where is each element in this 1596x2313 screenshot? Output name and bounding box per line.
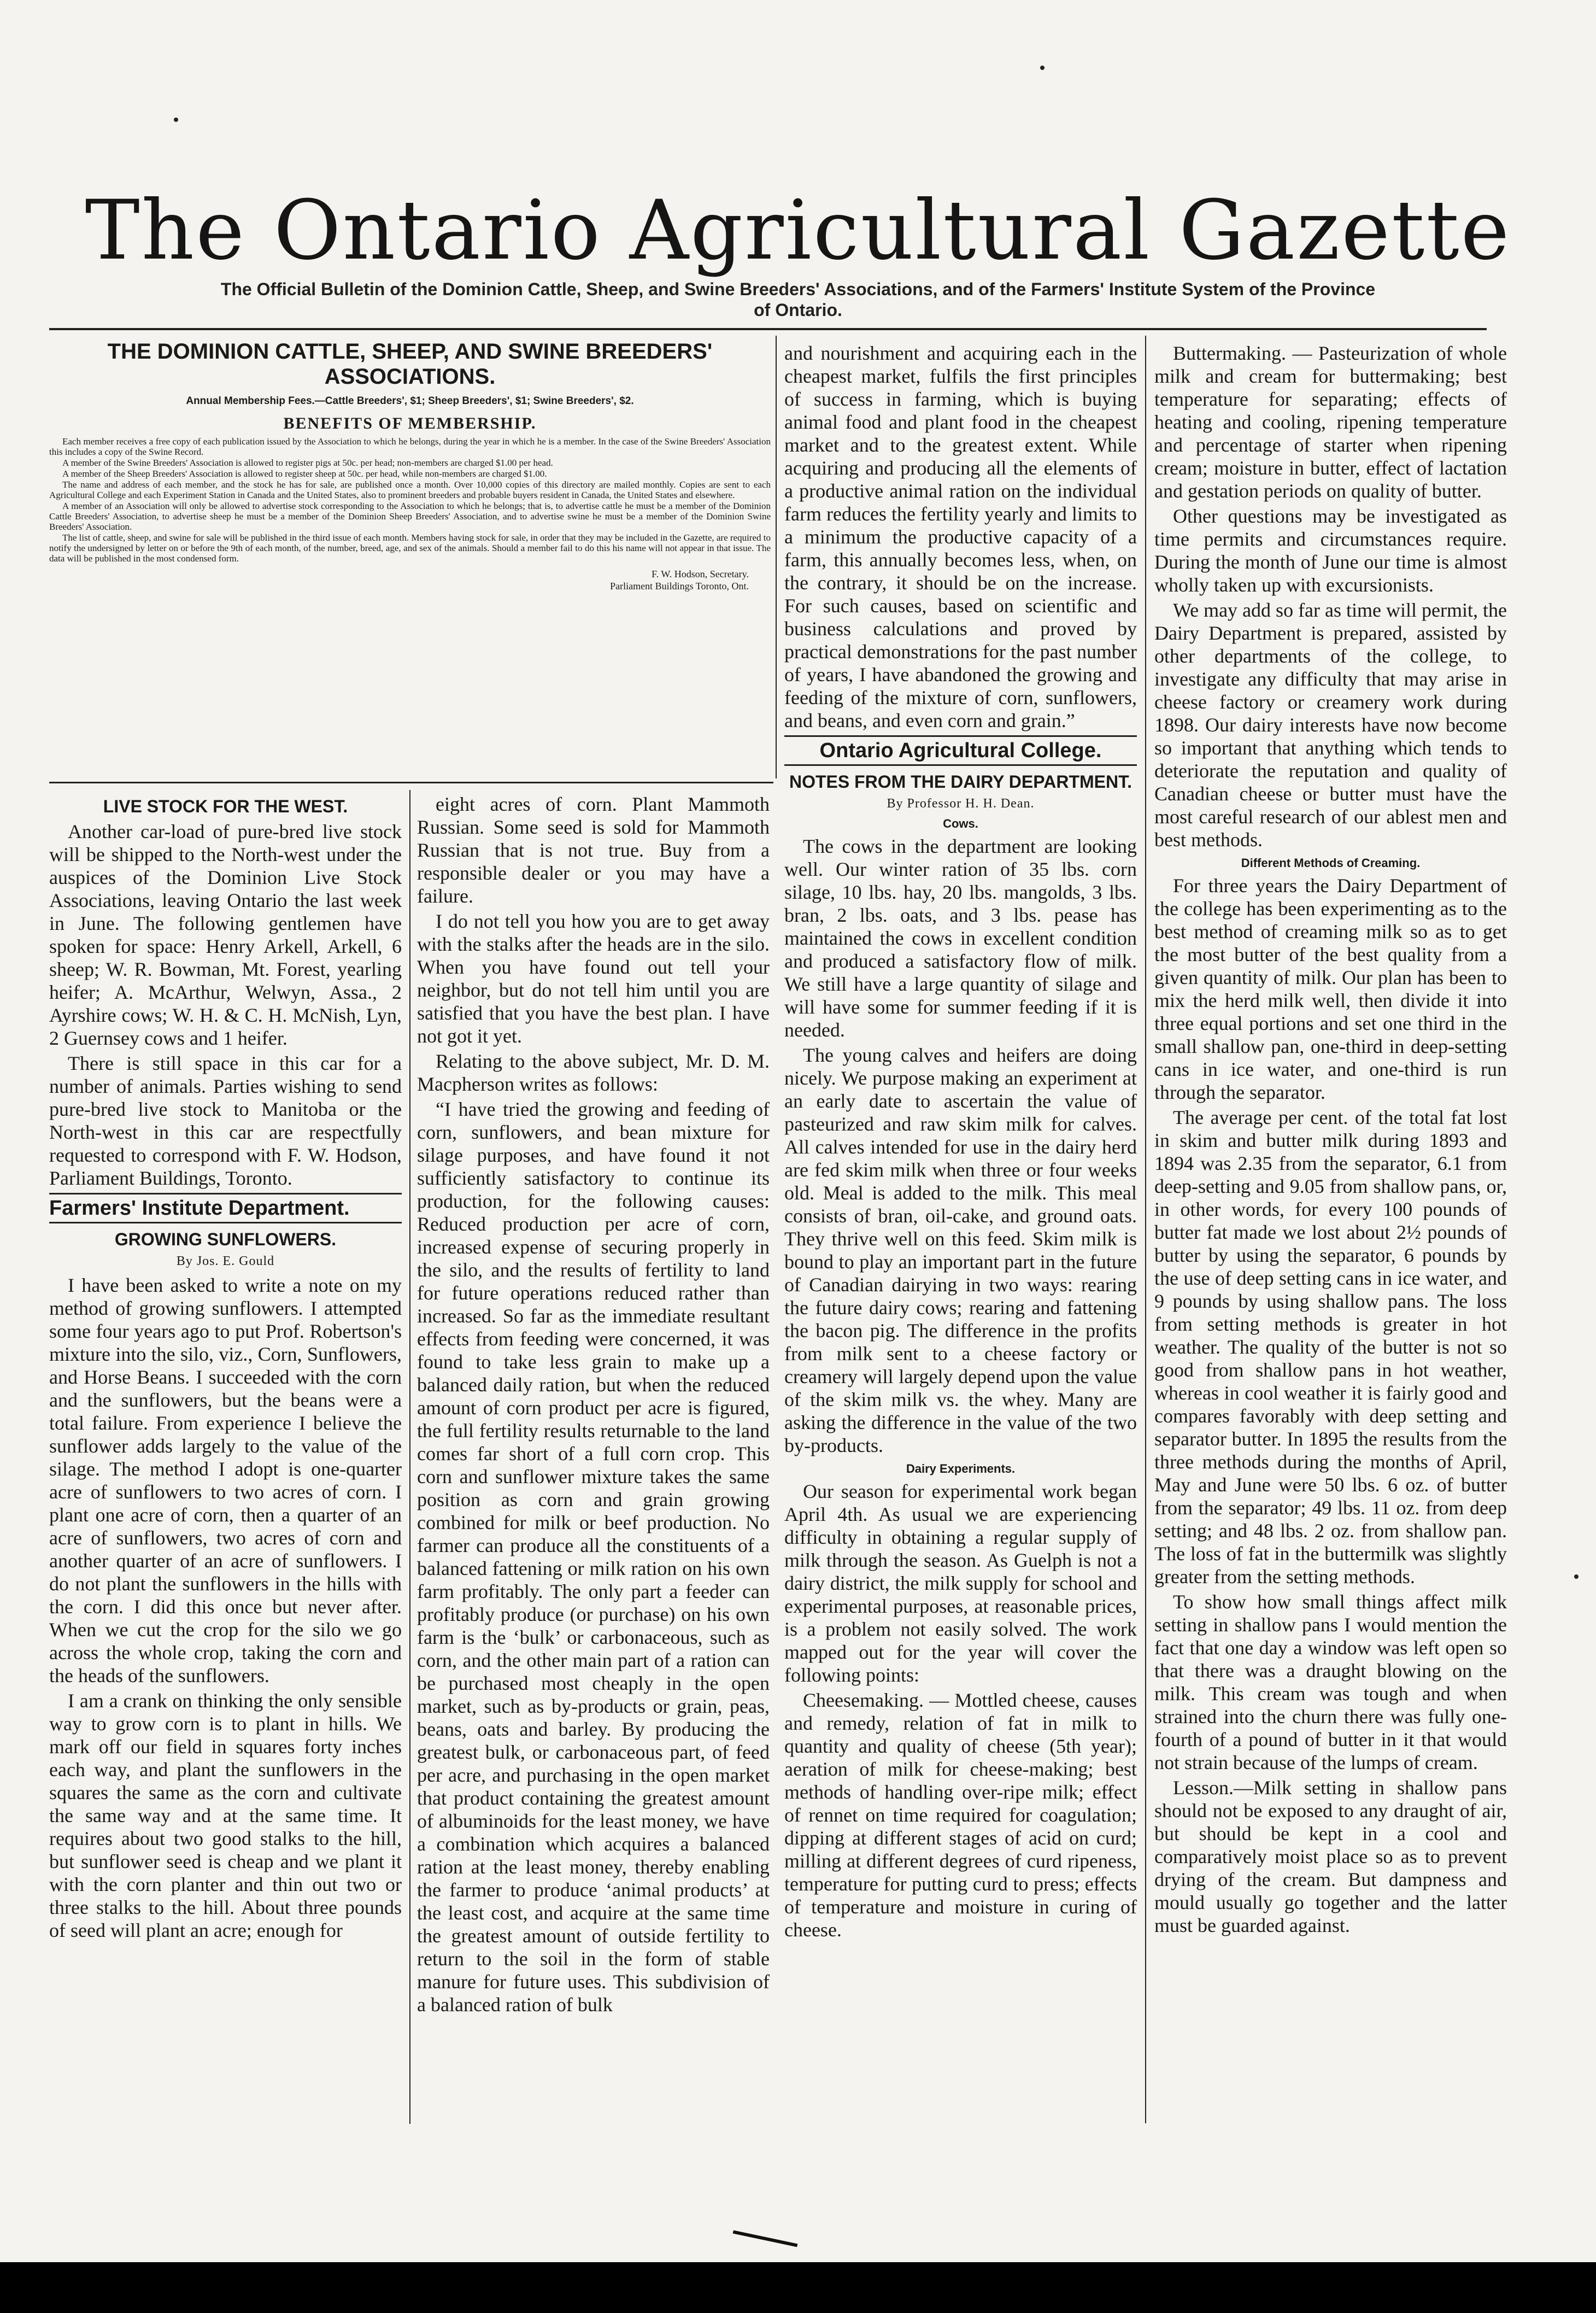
column-4-paragraph: Buttermaking. — Pasteurization of whole milk and cream for buttermaking; best temperature for separating; effects of heating and cooling, ripening temperature and percentage of starter when ripening cream; moisture in butter, effect of lactation and gestation periods on quality of butter. — [1154, 342, 1507, 502]
column-2-paragraph: eight acres of corn. Plant Mammoth Russian. Some seed is sold for Mammoth Russian that is not true. Buy from a responsible dealer or you may have a failure. — [417, 793, 770, 907]
cows-paragraph: The young calves and heifers are doing nicely. We purpose making an experiment at an early date to ascertain the value of pasteurized and raw skim milk for calves. All calves intended for use in the dairy herd are fed skim milk when three or four weeks old. Meal is added to the milk. This meal consists of bran, oil-cake, and ground oats. They thrive well on this feed. Skim milk is bound to play an important part in the future of Canadian dairying in two ways: rearing the future dairy cows; rearing and fattening the bacon pig. The difference in the profits from milk sent to a cheese factory or creamery will largely depend upon the value of the skim milk vs. the whey. Many are asking the difference in the value of the two by-products. — [784, 1044, 1137, 1456]
livestock-paragraph: Another car-load of pure-bred live stock will be shipped to the North-west under the auspices of the Dominion Live Stock Associations, leaving Ontario the last week in June. The following gentlemen have spoken for space: Henry Arkell, Arkell, 6 sheep; W. R. Bowman, Mt. Forest, yearling heifer; A. McArthur, Welwyn, Assa., 2 Ayrshire cows; W. H. & C. H. McNish, Lyn, 2 Guernsey cows and 1 heifer. — [49, 821, 402, 1049]
column-3 — [784, 342, 1137, 2127]
signature-address: Parliament Buildings Toronto, Ont. — [610, 581, 749, 592]
associations-paragraph: A member of the Swine Breeders' Association is allowed to register pigs at 50c. per head; non-members are charged $1.00 per head. — [62, 458, 553, 468]
column-4-paragraph: We may add so far as time will permit, the Dairy Department is prepared, assisted by other departments of the college, to investigate any difficulty that may arise in cheese factory or creamery work during 1898. Our dairy interests have now become so important that anything which tends to deteriorate the reputation and quality of Canadian cheese or butter must have the most careful research of our ablest men and best methods. — [1154, 599, 1507, 851]
benefits-heading: BENEFITS OF MEMBERSHIP. — [283, 414, 537, 432]
experiments-paragraph: Cheesemaking. — Mottled cheese, causes and remedy, relation of fat in milk to quantity and quality of cheese (5th year); aeration of milk for cheese-making; best methods of handling over-ripe milk; effect of rennet on time required for coagulation; dipping at different stages of acid on curd; milling at different degrees of curd ripeness, temperature for putting curd to press; effects of temperature and moisture in curing of cheese. — [784, 1689, 1137, 1941]
column-4-paragraph: Other questions may be investigated as time permits and circumstances require. During the month of June our time is almost wholly taken up with excursionists. — [1154, 505, 1507, 596]
associations-paragraph: The list of cattle, sheep, and swine for sale will be published in the third issue of each month. Members having stock for sale, in order that they may be included in the Gazette, are required to notify the undersigned by letter on or before the 9th of each month, of the number, breed, age, and sex of the animals. Should a member fail to do this his name will not appear in that issue. The data will be published in the most condensed form. — [49, 532, 771, 564]
college-heading: Ontario Agricultural College. — [784, 735, 1137, 766]
associations-notice — [49, 339, 771, 776]
print-mark — [733, 2230, 798, 2247]
column-rule — [409, 790, 410, 2124]
column-3-continuation: and nourishment and acquiring each in the cheapest market, fulfils the first principles of success in farming, which is buying animal food and plant food in the cheapest market and to the greatest extent. While acquiring and producing all the elements of a productive animal ration on the individual farm reduces the fertility yearly and limits to a minimum the productive capacity of a farm, this annually becomes less, when, on the contrary, it should be on the increase. For such causes, based on scientific and business calculations and proved by practical demonstrations for the past number of years, I have abandoned the growing and feeding of the mixture of corn, sunflowers, and beans, and even corn and grain.” — [784, 342, 1137, 731]
print-mark — [174, 118, 178, 122]
column-1 — [49, 793, 402, 2127]
membership-fees: Annual Membership Fees.—Cattle Breeders', $1; Sheep Breeders', $1; Swine Breeders', $2. — [186, 395, 634, 407]
print-mark — [1574, 1574, 1579, 1579]
associations-paragraph: Each member receives a free copy of each publication issued by the Association to which he belongs, during the year in which he is a member. In the case of the Swine Breeders' Association this includes a copy of the Swine Record. — [49, 436, 771, 457]
creaming-paragraph: For three years the Dairy Department of the college has been experimenting as to the best method of creaming milk so as to get the most butter of the best quality from a given quantity of milk. Our plan has been to mix the herd milk well, then divide it into three equal portions and set one third in the small shallow pan, one-third in deep-setting cans in ice water, and one-third is run through the separator. — [1154, 875, 1507, 1103]
dairy-heading: NOTES FROM THE DAIRY DEPARTMENT. — [789, 772, 1132, 792]
associations-paragraph: The name and address of each member, and the stock he has for sale, are published once a month. Over 10,000 copies of this directory are mailed monthly. Copies are sent to each Agricultural College and each Experiment Station in Canada and the United States, also to prominent breeders and probable buyers resident in Canada, the United States and elsewhere. — [49, 479, 771, 500]
experiments-paragraph: Our season for experimental work began April 4th. As usual we are experiencing difficulty in obtaining a regular supply of milk through the season. As Guelph is not a dairy district, the milk supply for school and experimental purposes, at reasonable prices, is a problem not easily solved. The work mapped out for the year will cover the following points: — [784, 1480, 1137, 1686]
dairy-byline: By Professor H. H. Dean. — [887, 797, 1035, 811]
cows-heading: Cows. — [943, 817, 978, 830]
associations-paragraph: A member of the Sheep Breeders' Association is allowed to register sheep at 50c. per head, while non-members are charged $1.00. — [62, 469, 547, 479]
column-2-paragraph: Relating to the above subject, Mr. D. M. Macpherson writes as follows: — [417, 1050, 770, 1095]
sunflowers-paragraph: I am a crank on thinking the only sensible way to grow corn is to plant in hills. We mark off our field in squares forty inches each way, and plant the sunflowers in the squares the same as the corn and cultivate the same way and at the same time. It requires about two good stalks to the hill, but sunflower seed is cheap and we plant it with the corn planter and thin out two or three stalks to the hill. About three pounds of seed will plant an acre; enough for — [49, 1690, 402, 1941]
sunflowers-heading: GROWING SUNFLOWERS. — [114, 1229, 337, 1249]
scan-bottom-edge — [0, 2262, 1596, 2313]
associations-heading: THE DOMINION CATTLE, SHEEP, AND SWINE BREEDERS' ASSOCIATIONS. — [107, 339, 713, 389]
farmers-institute-heading: Farmers' Institute Department. — [49, 1193, 402, 1223]
section-rule — [49, 782, 773, 783]
masthead-rule — [49, 328, 1487, 330]
creaming-paragraph: Lesson.—Milk setting in shallow pans should not be exposed to any draught of air, but should be kept in a cool and comparatively moist place so as to prevent drying of the cream. But dampness and mould usually go together and the latter must be guarded against. — [1154, 1777, 1507, 1936]
column-2 — [417, 793, 770, 2127]
masthead-title: The Ontario Agricultural Gazette — [85, 183, 1511, 278]
signature: F. W. Hodson, Secretary. — [652, 569, 749, 579]
creaming-heading: Different Methods of Creaming. — [1241, 856, 1421, 870]
column-2-paragraph: I do not tell you how you are to get away with the stalks after the heads are in the silo. When you have found out tell your neighbor, but do not tell him until you are satisfied that you have the best plan. I have not got it yet. — [417, 910, 770, 1047]
associations-body — [49, 436, 771, 564]
livestock-paragraph: There is still space in this car for a number of animals. Parties wishing to send pure-bred live stock to Manitoba or the North-west in this car are respectfully requested to correspond with F. W. Hodson, Parliament Buildings, Toronto. — [49, 1052, 402, 1189]
creaming-paragraph: To show how small things affect milk setting in shallow pans I would mention the fact that one day a window was left open so that there was a draught blowing on the milk. This cream was tough and when strained into the churn there was fully one-fourth of a pound of butter in it that would not strain because of the lumps of cream. — [1154, 1591, 1507, 1773]
sunflowers-paragraph: I have been asked to write a note on my method of growing sunflowers. I attempted some four years ago to put Prof. Robertson's mixture into the silo, viz., Corn, Sunflowers, and Horse Beans. I succeeded with the corn and the sunflowers, but the beans were a total failure. From experience I believe the sunflower adds largely to the value of the silage. The method I adopt is one-quarter acre of sunflowers to two acres of corn. I plant one acre of corn, then a quarter of an acre of sunflowers, two acres of corn and another quarter of an acre of sunflowers. I do not plant the sunflowers in the hills with the corn. I did this once but never after. When we cut the crop for the silo we go across the whole crop, taking the corn and the heads of the sunflowers. — [49, 1274, 402, 1687]
column-4 — [1154, 342, 1507, 2127]
masthead-subtitle: The Official Bulletin of the Dominion Cattle, Sheep, and Swine Breeders' Associations, and of the Farmers' Institute System of the Province of Ontario. — [220, 279, 1376, 320]
column-rule — [776, 336, 777, 778]
associations-paragraph: A member of an Association will only be allowed to advertise stock corresponding to the Association to which he belongs; that is, to advertise cattle he must be a member of the Dominion Cattle Breeders' Association, to advertise sheep he must be a member of the Dominion Sheep Breeders' Association, and to advertise swine he must be a member of the Dominion Swine Breeders' Association. — [49, 501, 771, 532]
column-2-paragraph: “I have tried the growing and feeding of corn, sunflowers, and bean mixture for silage purposes, and have found it not sufficiently satisfactory to continue its production, for the following causes: Reduced production per acre of corn, increased expense of securing properly in the silo, and the results of fertility to land for future operations reduced rather than increased. So far as the immediate resultant effects from feeding were concerned, it was found to take less grain to make up a balanced daily ration, but when the reduced amount of corn product per acre is figured, the full fertility results returnable to the land comes far short of a full corn crop. This corn and sunflower mixture takes the same position as corn and grain growing combined for milk or beef production. No farmer can produce all the constituents of a balanced fattening or milk ration on his own farm profitably. The only part a feeder can profitably produce (or purchase) on his own farm is the ‘bulk’ or carbonaceous, such as corn, and the other main part of a ration can be purchased most cheaply in the open market, such as by-products or grain, peas, beans, oats and barley. By producing the greatest bulk, or carbonaceous part, of feed per acre, and purchasing in the open market that product containing the greatest amount of albuminoids for the least money, we have a combination which acquires a balanced ration at the least money, thereby enabling the farmer to produce ‘animal products’ at the least cost, and acquire at the same time the greatest amount of outside fertility to return to the soil in the form of stable manure for future uses. This subdivision of a balanced ration of bulk — [417, 1098, 770, 2016]
print-mark — [1040, 66, 1045, 70]
experiments-heading: Dairy Experiments. — [906, 1462, 1016, 1475]
column-rule — [1145, 336, 1146, 2123]
cows-paragraph: The cows in the department are looking well. Our winter ration of 35 lbs. corn silage, 10 lbs. hay, 20 lbs. mangolds, 3 lbs. bran, 2 lbs. oats, and 3 lbs. pease has maintained the cows in excellent condition and produced a satisfactory flow of milk. We still have a large quantity of silage and will have some for summer feeding if it is needed. — [784, 835, 1137, 1041]
sunflowers-byline: By Jos. E. Gould — [176, 1254, 275, 1268]
creaming-paragraph: The average per cent. of the total fat lost in skim and butter milk during 1893 and 1894 was 2.35 from the separator, 6.1 from deep-setting and 9.05 from shallow pans, or, in other words, for every 100 pounds of butter fat made we lost about 2½ pounds of butter by using the separator, 6 pounds by the use of deep setting cans in ice water, and 9 pounds by using shallow pans. The loss from setting methods is greater in hot weather. The quality of the butter is not so good from shallow pans in hot weather, whereas in cool weather it is fairly good and compares favorably with deep setting and separator butter. In 1895 the results from the three methods during the months of April, May and June were 50 lbs. 6 oz. of butter from the separator; 49 lbs. 11 oz. from deep setting; and 48 lbs. 2 oz. from shallow pan. The loss of fat in the buttermilk was slightly greater from the setting methods. — [1154, 1106, 1507, 1588]
livestock-heading: LIVE STOCK FOR THE WEST. — [103, 797, 348, 816]
